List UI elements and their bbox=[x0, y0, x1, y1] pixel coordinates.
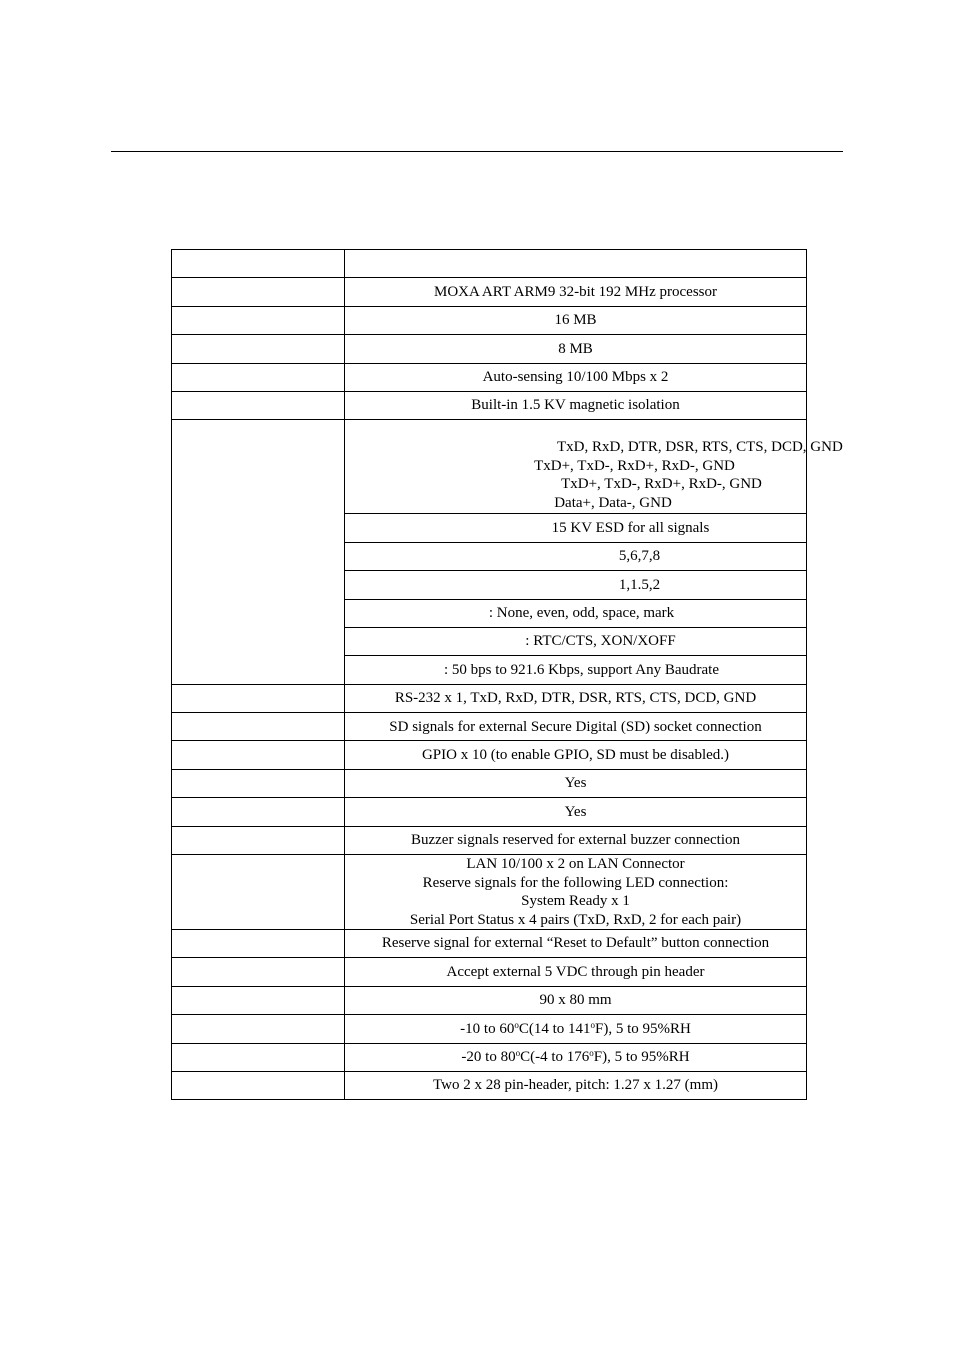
stop-bits-cell bbox=[345, 571, 807, 599]
rs422-signals: TxD+, TxD-, RxD+, RxD-, GND bbox=[534, 457, 735, 474]
table-row bbox=[172, 741, 807, 769]
dram-value: 16 MB bbox=[345, 306, 807, 334]
speed-value: : 50 bps to 921.6 Kbps, support Any Baudrate bbox=[444, 661, 719, 678]
table-row bbox=[172, 1071, 807, 1099]
rs485-2w-signals: Data+, Data-, GND bbox=[554, 494, 672, 511]
spec-label bbox=[172, 306, 345, 334]
flow-control-cell bbox=[345, 627, 807, 655]
table-row bbox=[172, 363, 807, 391]
lan-value: Auto-sensing 10/100 Mbps x 2 bbox=[345, 363, 807, 391]
specifications-table bbox=[171, 249, 843, 1100]
table-row bbox=[172, 420, 807, 514]
spec-label bbox=[172, 684, 345, 712]
spec-label bbox=[172, 798, 345, 826]
serial-signals-cell bbox=[345, 420, 843, 514]
watchdog-value: Yes bbox=[345, 798, 807, 826]
flash-value: 8 MB bbox=[345, 335, 807, 363]
dimensions-value: 90 x 80 mm bbox=[345, 986, 807, 1014]
parity-value: : None, even, odd, space, mark bbox=[488, 604, 675, 621]
spec-label bbox=[172, 986, 345, 1014]
flow-control-value: : RTC/CTS, XON/XOFF bbox=[525, 633, 676, 650]
stop-bits-value: 1,1.5,2 bbox=[618, 576, 661, 593]
led-line: LAN 10/100 x 2 on LAN Connector bbox=[466, 856, 685, 873]
table-row bbox=[172, 826, 807, 854]
table-row bbox=[172, 1043, 807, 1071]
header-rule bbox=[111, 151, 843, 152]
rtc-value: Yes bbox=[345, 769, 807, 797]
table-row bbox=[172, 798, 807, 826]
spec-label bbox=[172, 363, 345, 391]
table-row bbox=[172, 278, 807, 306]
spec-label bbox=[172, 930, 345, 958]
table-row bbox=[172, 391, 807, 419]
spec-label bbox=[172, 1043, 345, 1071]
spec-label bbox=[172, 250, 345, 278]
table-row bbox=[172, 250, 807, 278]
spec-label bbox=[172, 420, 345, 684]
speed-cell bbox=[345, 656, 807, 684]
rs232-signals: TxD, RxD, DTR, DSR, RTS, CTS, DCD, GND bbox=[557, 439, 843, 456]
spec-label bbox=[172, 1015, 345, 1043]
buzzer-value: Buzzer signals reserved for external buzzer connection bbox=[345, 826, 807, 854]
table-row bbox=[172, 855, 807, 930]
spec-label bbox=[172, 741, 345, 769]
spec-label bbox=[172, 278, 345, 306]
table-row bbox=[172, 335, 807, 363]
led-line: Serial Port Status x 4 pairs (TxD, RxD, 2 for each pair) bbox=[409, 911, 742, 928]
spec-value bbox=[345, 250, 807, 278]
table-row bbox=[172, 684, 807, 712]
table-row bbox=[172, 713, 807, 741]
led-line: Reserve signals for the following LED connection: bbox=[422, 874, 729, 891]
operating-temp-value: -10 to 60$^o$C(14 to 141$^o$F), 5 to 95%RH bbox=[345, 1015, 807, 1043]
storage-temp-value: -20 to 80$^o$C(-4 to 176$^o$F), 5 to 95%RH bbox=[345, 1043, 807, 1071]
reset-button-value: Reserve signal for external “Reset to Default” button connection bbox=[345, 930, 807, 958]
cpu-value: MOXA ART ARM9 32-bit 192 MHz processor bbox=[345, 278, 807, 306]
serial-esd-cell bbox=[345, 514, 807, 542]
table-row bbox=[172, 930, 807, 958]
spec-label bbox=[172, 855, 345, 930]
table-row bbox=[172, 986, 807, 1014]
table-row bbox=[172, 769, 807, 797]
spec-label bbox=[172, 335, 345, 363]
power-input-value: Accept external 5 VDC through pin header bbox=[345, 958, 807, 986]
led-line: System Ready x 1 bbox=[521, 893, 630, 910]
data-bits-value: 5,6,7,8 bbox=[618, 548, 661, 565]
lan-protection-value: Built-in 1.5 KV magnetic isolation bbox=[345, 391, 807, 419]
spec-label bbox=[172, 1071, 345, 1099]
table-row bbox=[172, 306, 807, 334]
led-cell bbox=[345, 855, 807, 930]
console-port-value: RS-232 x 1, TxD, RxD, DTR, DSR, RTS, CTS, DCD, GND bbox=[345, 684, 807, 712]
serial-esd-value: 15 KV ESD for all signals bbox=[551, 519, 710, 536]
spec-label bbox=[172, 713, 345, 741]
spec-label bbox=[172, 769, 345, 797]
parity-cell bbox=[345, 599, 807, 627]
connector-value: Two 2 x 28 pin-header, pitch: 1.27 x 1.27 (mm) bbox=[345, 1071, 807, 1099]
spec-label bbox=[172, 826, 345, 854]
sd-value: SD signals for external Secure Digital (SD) socket connection bbox=[345, 713, 807, 741]
table-row bbox=[172, 1015, 807, 1043]
spec-label bbox=[172, 958, 345, 986]
data-bits-cell bbox=[345, 542, 807, 570]
rs485-4w-signals: TxD+, TxD-, RxD+, RxD-, GND bbox=[561, 476, 762, 493]
spec-label bbox=[172, 391, 345, 419]
gpio-value: GPIO x 10 (to enable GPIO, SD must be disabled.) bbox=[345, 741, 807, 769]
table-row bbox=[172, 958, 807, 986]
